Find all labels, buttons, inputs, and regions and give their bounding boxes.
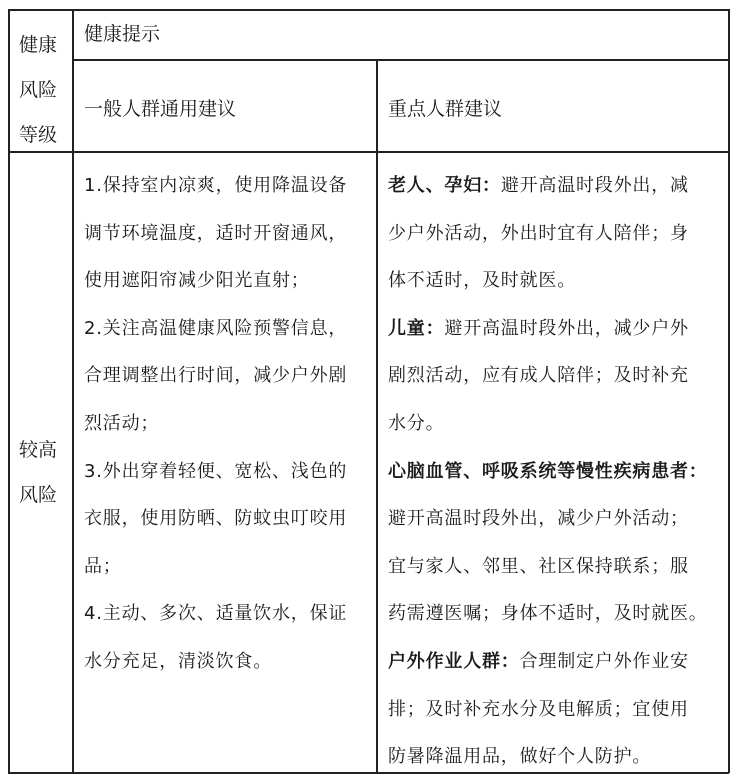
general-advice-line: 4.主动、多次、适量饮水，保证: [84, 603, 348, 625]
key-population-header: 重点人群建议: [388, 98, 503, 120]
table-divider-col2: [376, 59, 378, 773]
advice-text: 宜与家人、邻里、社区保持联系；服: [388, 555, 689, 577]
population-group-label: 儿童：: [388, 317, 445, 339]
general-advice-line: 使用遮阳帘减少阳光直射；: [84, 270, 310, 292]
general-advice-line: 衣服，使用防晒、防蚊虫叮咬用: [84, 508, 348, 530]
key-advice-line: [388, 400, 726, 448]
advice-text: 合理制定户外作业安: [519, 650, 689, 672]
general-advice-line: 水分充足，清淡饮食。: [84, 650, 272, 672]
key-advice-line: [388, 590, 726, 638]
table-border-right: [728, 9, 730, 773]
risk-level-line: 较高: [18, 439, 57, 461]
advice-text: 水分。: [388, 412, 445, 434]
table-border-top: [8, 9, 729, 11]
key-advice-line: [388, 543, 726, 591]
advice-text: 药需遵医嘱；身体不适时，及时就医。: [388, 603, 708, 625]
key-advice-line: [388, 162, 726, 210]
key-advice-line: [388, 257, 726, 305]
key-advice-line: [388, 686, 726, 734]
key-advice-line: [388, 495, 726, 543]
key-advice-line: [388, 305, 726, 353]
advice-text: 避开高温时段外出，减: [500, 175, 689, 196]
key-advice-line: [388, 448, 726, 496]
health-tip-header: 健康提示: [84, 23, 161, 45]
general-advice-line: 3.外出穿着轻便、宽松、浅色的: [84, 460, 348, 482]
general-advice-cell: [84, 162, 372, 686]
key-advice-cell: [388, 162, 726, 781]
advice-text: 少户外活动，外出时宜有人陪伴；身: [388, 222, 689, 244]
general-advice-line: 1.保持室内凉爽，使用降温设备: [84, 175, 348, 196]
key-advice-line: [388, 210, 726, 258]
population-group-label: 户外作业人群：: [388, 650, 520, 672]
general-advice-line: 品；: [84, 555, 122, 577]
table-divider-col1: [72, 9, 74, 773]
general-advice-line: 合理调整出行时间，减少户外剧: [84, 365, 348, 387]
population-group-label: 老人、孕妇：: [388, 175, 501, 196]
key-advice-line: [388, 638, 726, 686]
risk-level-line: 风险: [18, 484, 57, 506]
advice-text: 避开高温时段外出，减少户外活动；: [388, 508, 689, 530]
population-group-label: 心脑血管、呼吸系统等慢性疾病患者：: [388, 460, 708, 482]
advice-text: 防暑降温用品，做好个人防护。: [388, 746, 652, 768]
risk-level-header-line: 等级: [18, 124, 57, 146]
table-divider-tip-header: [72, 59, 729, 61]
risk-level-header-line: 风险: [18, 79, 57, 101]
risk-level-header-line: 健康: [18, 34, 57, 56]
advice-text: 剧烈活动，应有成人陪伴；及时补充: [388, 365, 689, 387]
table-divider-header: [8, 151, 729, 153]
general-advice-line: 烈活动；: [84, 412, 160, 434]
risk-level-header: [10, 23, 66, 158]
key-advice-line: [388, 733, 726, 781]
general-advice-line: 调节环境温度，适时开窗通风，: [84, 222, 348, 244]
advice-text: 避开高温时段外出，减少户外: [444, 317, 689, 339]
advice-text: 体不适时，及时就医。: [388, 270, 576, 292]
general-advice-line: 2.关注高温健康风险预警信息，: [84, 317, 348, 339]
key-advice-line: [388, 352, 726, 400]
risk-level-value: [10, 428, 66, 518]
advice-text: 排；及时补充水分及电解质；宜使用: [388, 698, 689, 720]
general-population-header: 一般人群通用建议: [84, 98, 237, 120]
